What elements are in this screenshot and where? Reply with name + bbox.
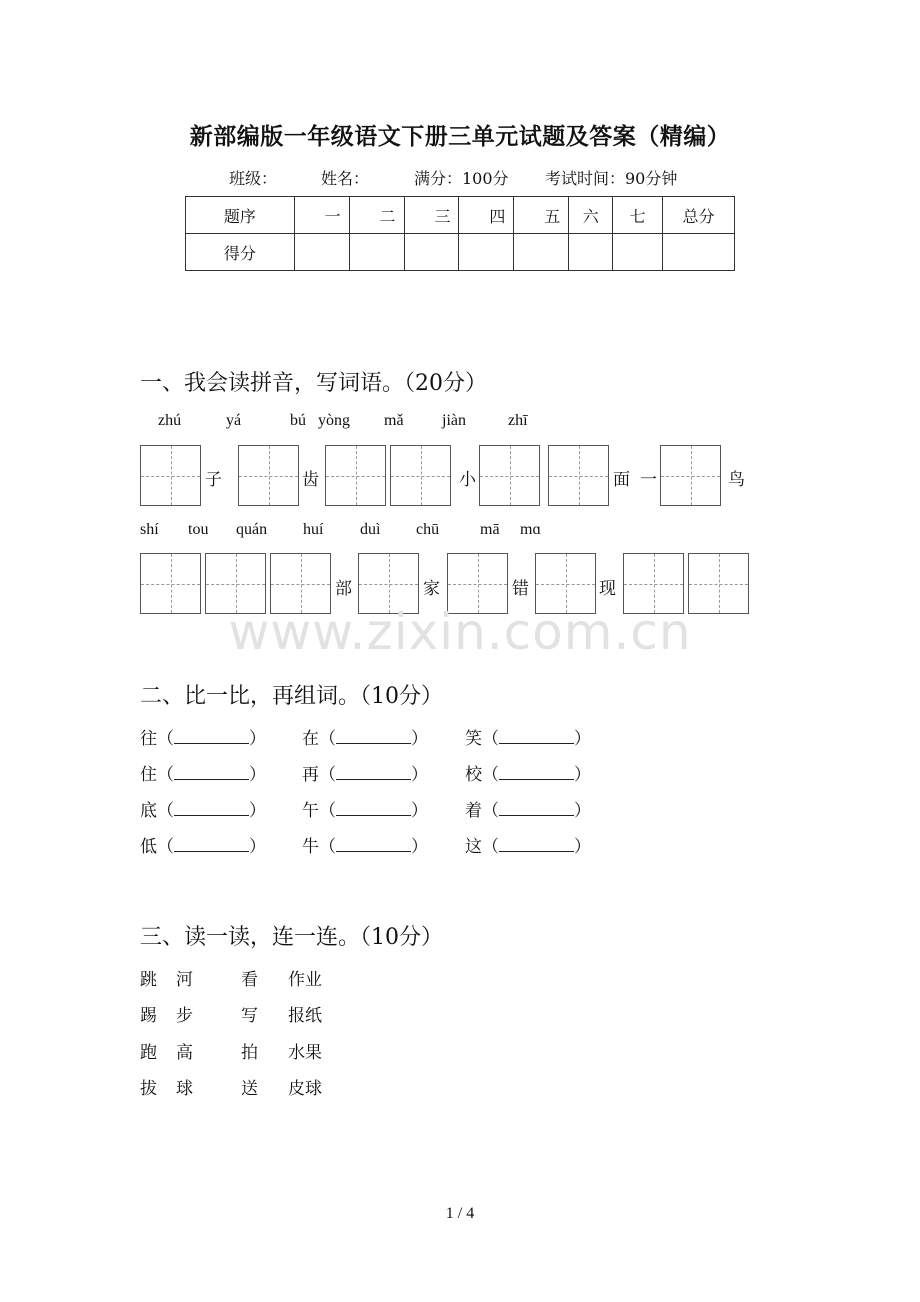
writing-box[interactable] <box>390 445 451 506</box>
compare-char: 再 <box>302 765 319 785</box>
score-table-header-row <box>186 197 735 234</box>
match-word[interactable]: 跳 <box>140 970 157 990</box>
match-word[interactable]: 步 <box>176 1006 193 1026</box>
word-item <box>302 724 428 749</box>
writing-box[interactable] <box>140 445 201 506</box>
row-label: 得分 <box>186 234 295 271</box>
word-item <box>140 796 266 821</box>
answer-blank[interactable] <box>174 729 249 744</box>
given-char: 现 <box>599 579 616 599</box>
pinyin: mɑ <box>520 521 541 538</box>
close-paren: ） <box>411 801 428 821</box>
match-word[interactable]: 报纸 <box>288 1006 322 1026</box>
match-word[interactable]: 写 <box>241 1006 258 1026</box>
score-cell[interactable] <box>294 234 349 271</box>
answer-blank[interactable] <box>499 801 574 816</box>
writing-box[interactable] <box>238 445 299 506</box>
score-cell[interactable] <box>663 234 735 271</box>
compare-char: 在 <box>302 729 319 749</box>
given-char: 家 <box>423 579 440 599</box>
match-word[interactable]: 作业 <box>288 970 322 990</box>
close-paren: ） <box>411 765 428 785</box>
compare-char: 校 <box>465 765 482 785</box>
header-cell: 二 <box>349 197 404 234</box>
pinyin: yòng <box>318 412 350 429</box>
section1-heading: 一、我会读拼音，写词语。（20分） <box>140 371 487 396</box>
pinyin: bú <box>290 412 306 429</box>
close-paren: ） <box>249 765 266 785</box>
compare-char: 午 <box>302 801 319 821</box>
word-item <box>302 832 428 857</box>
pinyin: mǎ <box>384 412 404 429</box>
watermark: www.zixin.com.cn <box>228 603 692 661</box>
header-cell: 四 <box>459 197 514 234</box>
header-cell: 总分 <box>663 197 735 234</box>
open-paren: （ <box>319 765 336 785</box>
answer-blank[interactable] <box>336 801 411 816</box>
header-cell: 六 <box>569 197 613 234</box>
score-table-score-row <box>186 234 735 271</box>
section3-heading: 三、读一读，连一连。（10分） <box>140 925 443 950</box>
answer-blank[interactable] <box>499 837 574 852</box>
close-paren: ） <box>249 729 266 749</box>
document-title: 新部编版一年级语文下册三单元试题及答案（精编） <box>189 123 731 150</box>
compare-char: 往 <box>140 729 157 749</box>
header-cell: 三 <box>404 197 459 234</box>
close-paren: ） <box>574 729 591 749</box>
match-word[interactable]: 拔 <box>140 1079 157 1099</box>
header-cell: 五 <box>514 197 569 234</box>
score-cell[interactable] <box>404 234 459 271</box>
score-cell[interactable] <box>514 234 569 271</box>
given-char: 面 <box>613 470 630 490</box>
word-item <box>302 760 428 785</box>
word-item <box>465 760 591 785</box>
name-label: 姓名： <box>321 169 370 188</box>
class-label: 班级： <box>229 169 278 188</box>
given-char: 鸟 <box>728 470 745 490</box>
answer-blank[interactable] <box>174 837 249 852</box>
match-word[interactable]: 拍 <box>241 1043 258 1063</box>
answer-blank[interactable] <box>174 765 249 780</box>
pinyin: huí <box>303 521 324 538</box>
compare-char: 这 <box>465 837 482 857</box>
open-paren: （ <box>157 729 174 749</box>
given-char: 小 <box>459 470 476 490</box>
answer-blank[interactable] <box>336 729 411 744</box>
word-item <box>140 760 266 785</box>
word-item <box>302 796 428 821</box>
open-paren: （ <box>482 801 499 821</box>
open-paren: （ <box>319 837 336 857</box>
match-word[interactable]: 送 <box>241 1079 258 1099</box>
score-cell[interactable] <box>459 234 514 271</box>
close-paren: ） <box>249 801 266 821</box>
pinyin: zhī <box>508 412 528 429</box>
open-paren: （ <box>157 801 174 821</box>
given-char: 一 <box>640 470 657 490</box>
compare-char: 低 <box>140 837 157 857</box>
close-paren: ） <box>249 837 266 857</box>
answer-blank[interactable] <box>336 837 411 852</box>
word-item <box>465 796 591 821</box>
score-table <box>185 196 735 271</box>
open-paren: （ <box>157 837 174 857</box>
writing-box[interactable] <box>660 445 721 506</box>
close-paren: ） <box>574 765 591 785</box>
score-cell[interactable] <box>613 234 663 271</box>
score-cell[interactable] <box>569 234 613 271</box>
match-word[interactable]: 球 <box>176 1079 193 1099</box>
compare-char: 着 <box>465 801 482 821</box>
match-word[interactable]: 看 <box>241 970 258 990</box>
match-word[interactable]: 高 <box>176 1043 193 1063</box>
given-char: 齿 <box>302 470 319 490</box>
open-paren: （ <box>319 729 336 749</box>
pinyin: mā <box>480 521 500 538</box>
pinyin: quán <box>236 521 268 538</box>
given-char: 部 <box>335 579 352 599</box>
given-char: 错 <box>512 579 529 599</box>
open-paren: （ <box>157 765 174 785</box>
open-paren: （ <box>482 765 499 785</box>
header-cell: 题序 <box>186 197 295 234</box>
pinyin: duì <box>360 521 381 538</box>
answer-blank[interactable] <box>499 729 574 744</box>
match-word[interactable]: 皮球 <box>288 1079 322 1099</box>
match-word[interactable]: 跑 <box>140 1043 157 1063</box>
compare-char: 笑 <box>465 729 482 749</box>
match-word[interactable]: 河 <box>176 970 193 990</box>
compare-char: 牛 <box>302 837 319 857</box>
close-paren: ） <box>574 837 591 857</box>
word-item <box>140 724 266 749</box>
header-cell: 七 <box>613 197 663 234</box>
compare-char: 住 <box>140 765 157 785</box>
given-char: 子 <box>205 470 222 490</box>
score-cell[interactable] <box>349 234 404 271</box>
header-cell: 一 <box>294 197 349 234</box>
pinyin: chū <box>416 521 440 538</box>
answer-blank[interactable] <box>336 765 411 780</box>
open-paren: （ <box>482 729 499 749</box>
close-paren: ） <box>411 729 428 749</box>
answer-blank[interactable] <box>499 765 574 780</box>
page-number: 1 / 4 <box>445 1205 475 1222</box>
pinyin: zhú <box>158 412 182 429</box>
word-item <box>140 832 266 857</box>
exam-time: 考试时间：90分钟 <box>545 169 678 188</box>
pinyin: jiàn <box>442 412 466 429</box>
pinyin: tou <box>188 521 209 538</box>
word-item <box>465 832 591 857</box>
match-word[interactable]: 踢 <box>140 1006 157 1026</box>
compare-char: 底 <box>140 801 157 821</box>
writing-box[interactable] <box>548 445 609 506</box>
pinyin: yá <box>226 412 242 429</box>
section2-heading: 二、比一比，再组词。（10分） <box>140 684 443 709</box>
close-paren: ） <box>411 837 428 857</box>
pinyin: shí <box>140 521 159 538</box>
open-paren: （ <box>482 837 499 857</box>
close-paren: ） <box>574 801 591 821</box>
full-score: 满分：100分 <box>414 169 509 188</box>
match-word[interactable]: 水果 <box>288 1043 322 1063</box>
writing-box[interactable] <box>479 445 540 506</box>
open-paren: （ <box>319 801 336 821</box>
answer-blank[interactable] <box>174 801 249 816</box>
word-item <box>465 724 591 749</box>
writing-box[interactable] <box>325 445 386 506</box>
